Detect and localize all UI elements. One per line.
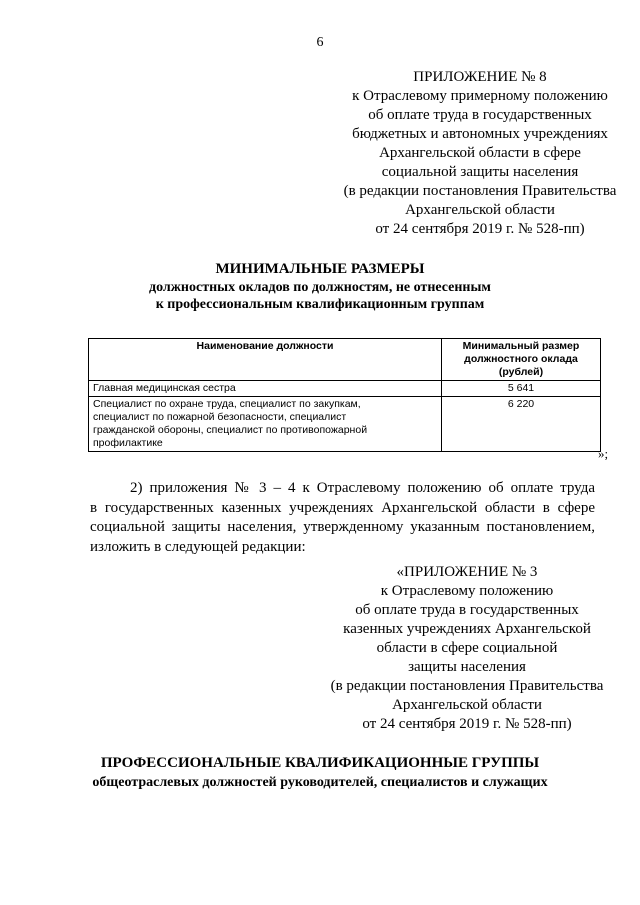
table-header-row [89,339,601,381]
table-cell-salary: 5 641 [442,381,601,397]
table-cell-position [89,381,442,397]
cell-line: специалист по пожарной безопасности, специалист [93,411,347,423]
appendix-3-header [322,563,612,734]
appendix-line: к Отраслевому положению [380,583,554,599]
paragraph-line: в государственных казенных учреждениях Архангельской области в сфере [90,499,595,516]
appendix-line: «ПРИЛОЖЕНИЕ № 3 [396,564,538,580]
cell-line: гражданской обороны, специалист по противопожарной [93,424,368,436]
appendix-line: социальной защиты населения [381,164,579,180]
table-header-position: Наименование должности [89,339,442,381]
paragraph-line: изложить в следующей редакции: [90,538,306,555]
cell-line: профилактике [93,437,163,449]
page-number: 6 [316,35,324,50]
heading-pkg-title: ПРОФЕССИОНАЛЬНЫЕ КВАЛИФИКАЦИОННЫЕ ГРУППЫ [100,755,540,771]
appendix-line: области в сфере социальной [376,640,558,656]
appendix-line: (в редакции постановления Правительства [330,678,604,694]
appendix-8-header [340,68,620,239]
cell-line: Главная медицинская сестра [93,382,236,394]
paragraph-line: 2) приложения № 3 – 4 к Отраслевому положению об оплате труда [130,480,595,496]
table-cell-position [89,397,442,452]
appendix-line: бюджетных и автономных учреждениях [352,126,608,142]
appendix-line: Архангельской области [392,697,542,713]
appendix-line: от 24 сентября 2019 г. № 528-пп) [362,716,572,732]
heading-min-sizes-title: МИНИМАЛЬНЫЕ РАЗМЕРЫ [215,261,425,277]
appendix-line: (в редакции постановления Правительства [343,183,617,199]
salary-table [88,338,601,452]
closing-quote-mark: »; [598,446,609,461]
appendix-line: об оплате труда в государственных [368,107,592,123]
paragraph-line: социальной защиты населения, утвержденному указанным постановлением, [90,519,595,535]
table-row [89,381,601,397]
appendix-line: к Отраслевому примерному положению [352,88,608,104]
table-row [89,397,601,452]
appendix-line: ПРИЛОЖЕНИЕ № 8 [413,69,547,85]
heading-pkg-sub: общеотраслевых должностей руководителей, специалистов и служащих [92,775,548,790]
cell-line: Специалист по охране труда, специалист по закупкам, [93,398,361,410]
appendix-line: Архангельской области [405,202,555,218]
appendix-line: об оплате труда в государственных [355,602,579,618]
appendix-line: от 24 сентября 2019 г. № 528-пп) [375,221,585,237]
appendix-line: Архангельской области в сфере [379,145,581,161]
table-header-salary: Минимальный размер должностного оклада (рублей) [442,339,601,381]
amendment-paragraph [90,479,595,557]
table-cell-salary: 6 220 [442,397,601,452]
heading-min-sizes-sub2: к профессиональным квалификационным группам [155,297,485,312]
heading-min-sizes-sub1: должностных окладов по должностям, не отнесенным [149,280,491,295]
appendix-line: казенных учреждениях Архангельской [343,621,591,637]
appendix-line: защиты населения [408,659,526,675]
